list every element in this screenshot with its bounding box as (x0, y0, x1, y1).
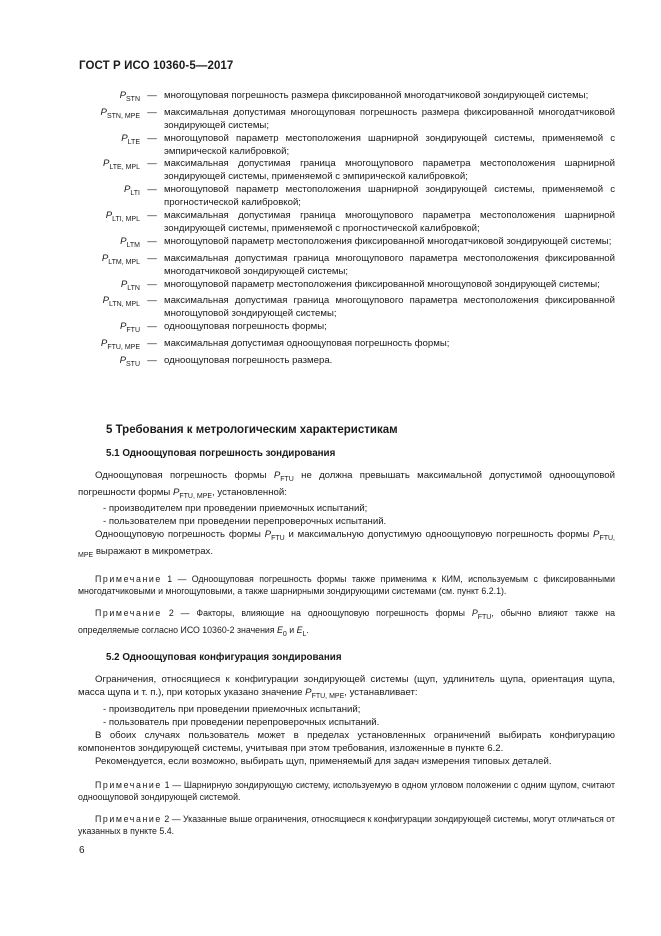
paragraph: Одноощуповая погрешность формы $P_{FTU}$ не должна превышать максимальной допустимой одноощуповой погрешности формы $P_{FTU, MPE}$, установленной: (78, 469, 615, 500)
dash: — (147, 184, 157, 196)
definition-text: многощуповой параметр местоположения шарнирной зондирующей системы, применяемой с прогностической калибровкой; (164, 184, 615, 209)
definition-text: многощуповой параметр местоположения фиксированной многодатчиковой зондирующей системы; (164, 235, 612, 247)
note: Примечание 1 — Шарнирную зондирующую систему, используемую в одном угловом положении с одним щупом, считают одноощуповой зондирующей системой. (78, 779, 615, 802)
definition-row (79, 158, 615, 184)
dash: — (147, 278, 157, 290)
definition-text: одноощуповая погрешность размера. (164, 354, 333, 366)
note: Примечание 2 — Указанные выше ограничения, относящиеся к конфигурации зондирующей системы, могут отличаться от указанных в пункте 5.4. (78, 813, 615, 836)
paragraph: Ограничения, относящиеся к конфигурации зондирующей системы (щуп, удлинитель щупа, ориентация щупа, масса щупа и т. п.), при которых указано значение $P_{FTU, MPE}$, устанавливает: (78, 674, 615, 701)
definition-text: многощуповая погрешность размера фиксированной многодатчиковой зондирующей системы; (164, 90, 589, 101)
symbol: $P_{LTN}$ (120, 278, 140, 292)
section-5-heading: 5 Требования к метрологическим характеристикам (106, 424, 398, 436)
definition-text: одноощуповая погрешность формы; (164, 321, 327, 333)
dash: — (147, 252, 157, 264)
document-header: ГОСТ Р ИСО 10360-5—2017 (79, 60, 234, 72)
paragraph: Рекомендуется, если возможно, выбирать щуп, применяемый для задач измерения типовых деталей. (95, 755, 552, 767)
symbol: $P_{LTI}$ (123, 184, 140, 198)
subsection-5-1-heading: 5.1 Одноощуповая погрешность зондирования (106, 447, 336, 459)
note: Примечание 2 — Факторы, влияющие на одноощуповую погрешность формы $P_{FTU}$, обычно влияют также на определяемые согласно ИСО 10360-2 значения $E_0$ и $E_L$. (78, 607, 615, 638)
definition-text: многощуповой параметр местоположения фиксированной многощуповой зондирующей системы; (164, 278, 600, 290)
dash: — (147, 235, 157, 247)
paragraph: Одноощуповую погрешность формы $P_{FTU}$ и максимальную допустимую одноощуповую погрешность формы $P_{FTU, MPE}$ выражают в микрометрах. (78, 529, 615, 559)
definition-row (79, 184, 615, 210)
dash: — (147, 337, 157, 349)
list-item: - пользователь при проведении перепроверочных испытаний. (103, 716, 380, 728)
dash: — (147, 90, 157, 101)
dash: — (147, 158, 157, 170)
definition-row (79, 295, 615, 321)
definition-text: максимальная допустимая многощуповая погрешность размера фиксированной многодатчиковой зондирующей системы; (164, 106, 615, 131)
subsection-5-2-heading: 5.2 Одноощуповая конфигурация зондирования (106, 652, 342, 664)
symbol: $P_{LTE}$ (121, 132, 140, 146)
definition-row (79, 107, 615, 133)
dash: — (147, 132, 157, 144)
symbol: $P_{LTE, MPL}$ (102, 158, 140, 172)
page-number: 6 (79, 845, 85, 856)
symbol: $P_{LTI, MPL}$ (105, 210, 140, 223)
definition-row (79, 236, 615, 253)
note: Примечание 1 — Одноощуповая погрешность формы также применима к КИМ, используемым с фиксированными многодатчиковыми и многощуповыми, а также шарнирными зондирующими системами (см. пункт 6.2.1). (78, 573, 615, 596)
definition-row (79, 210, 615, 236)
symbol: $P_{LTN, MPL}$ (102, 295, 140, 309)
symbol: $P_{LTM, MPL}$ (101, 252, 140, 266)
dash: — (147, 210, 157, 222)
list-item: - производителем при проведении приемочных испытаний; (103, 503, 368, 515)
symbol: $P_{STN}$ (119, 90, 140, 103)
definition-row (79, 321, 615, 338)
definition-row (79, 133, 615, 159)
dash: — (147, 321, 157, 333)
list-item: - производитель при проведении приемочных испытаний; (103, 704, 361, 715)
definition-row (79, 338, 615, 355)
dash: — (147, 354, 157, 366)
definition-row (79, 355, 615, 372)
definition-row (79, 279, 615, 296)
definition-row (79, 253, 615, 279)
definition-text: максимальная допустимая одноощуповая погрешность формы; (164, 337, 450, 349)
symbol: $P_{STN, MPE}$ (100, 106, 140, 120)
symbol: $P_{STU}$ (119, 354, 140, 368)
list-item: - пользователем при проведении перепроверочных испытаний. (103, 516, 387, 528)
paragraph: В обоих случаях пользователь может в пределах установленных ограничений выбирать конфигурацию компонентов зондирующей системы, учитывая при этом требования, изложенные в пункте 6.2. (78, 729, 615, 754)
definition-text: максимальная допустимая граница многощупового параметра местоположения шарнирной зондирующей системы, применяемой с прогностической калибровкой; (164, 210, 615, 234)
definition-text: максимальная допустимая граница многощупового параметра местоположения шарнирной зондирующей системы, применяемой с эмпирической калибровкой; (164, 158, 615, 183)
definition-row (79, 90, 615, 107)
dash: — (147, 106, 157, 118)
symbol-definitions (79, 90, 615, 372)
dash: — (147, 295, 157, 307)
symbol: $P_{FTU}$ (119, 321, 140, 335)
main-content (78, 424, 615, 837)
definition-text: многощуповой параметр местоположения шарнирной зондирующей системы, применяемой с эмпирической калибровкой; (164, 132, 615, 157)
definition-text: максимальная допустимая граница многощупового параметра местоположения фиксированной многощуповой зондирующей системы; (164, 295, 615, 320)
symbol: $P_{FTU, MPE}$ (100, 337, 140, 351)
symbol: $P_{LTM}$ (120, 235, 140, 249)
definition-text: максимальная допустимая граница многощупового параметра местоположения фиксированной многодатчиковой зондирующей системы; (164, 252, 615, 277)
